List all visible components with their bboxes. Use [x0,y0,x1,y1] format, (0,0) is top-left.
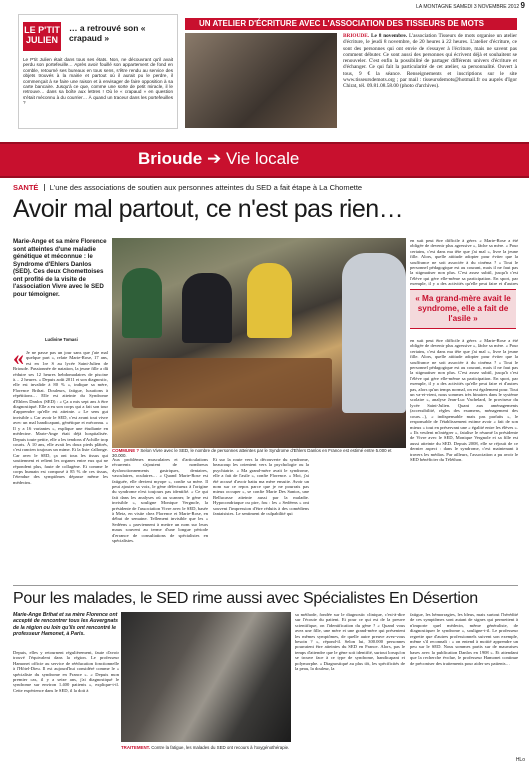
article2-headline: Pour les malades, le SED rime aussi avec Spécialistes En Désertion [13,590,478,607]
page-number: 9 [520,1,525,10]
main-photo-caption: COMMUNE ? Selon Vivre avec le SED, le nombre de personnes atteintes par le Syndrome d'Ehlers Danlos en France est estimé entre 5.000 et 30.000. [112,448,392,459]
issue-date: SAMEDI 3 NOVEMBRE 2012 [453,4,520,10]
publication-info [416,1,525,10]
article2-photo [121,612,291,742]
atelier-brief [185,18,517,90]
article-column-2: Aux problèmes musculaires et d'articulations récurrents s'ajoutent de nombreux dysfonctionnements gastriques, dentaires, vasculaires, oculaires… « Quand Marie-Rose est fatiguée, elle devient myope », confie sa mère. Il peut ajouter sa voix, le gène défectueux à l'origine du syndrome n'est toujours pas identifié. « Ce qui fait dans les analyses où au scanner, le gène est invisible », souligne Monique Vergnole, la présidente de l'association Vivre avec le SED, basée à Metz, en visite chez Florence et Marie-Rose, en début de semaine. Tellement invisible que les « Sedéens » parviennent à mettre un nom sur leurs maux souvent au terme d'une longue période d'errance de consultations de spécialistes en spécialistes. [112,457,208,544]
article-chapeau: Marie-Ange et sa mère Florence sont atteintes d'une maladie génétique et méconnue : le Syndrome d'Ehlers Danlos (SED). Ces deux Chomettoises ont profité de la visite de l'association Vivre avec le SED pour témoigner. [13,238,107,298]
article-column-3: Et sur la route vers la découverte du syndrome, beaucoup les orientent vers la psychologie ou la psychiatrie. « Ma grand-mère avait le syndrome, elle a fait de l'asile », confie Florence. « Moi, j'ai été accusé d'avoir battu ma mère ensuite. Avoir un nom sur ce repos parce que je ne pourrais pas mieux occuper », se confie Marie Des Santos, une Bellucasse atteinte aussi par la maladie. Hypocondriaque ou pire, fou : les « Sedéens » ont souvent l'impression d'être réduits à des comédiens fantaisistes. Le sentiment de culpabilité qui [213,457,309,517]
article2-chapeau: Marie-Ange Brihat et sa mère Florence ont accepté de rencontrer tous les Auvergnats de la région ou loin qu'ils ont rencontré le professeur Hamonet, à Paris. [13,612,119,638]
byline: Ludivine Tomasi [45,337,78,342]
section-title: Brioude ➔ Vie locale [138,149,300,168]
article2-column-2: sa méthode, fondée sur le diagnostic clinique, c'est-à-dire sur l'écoute du patient. Et pour ce qui est de la preuve scientifique, on l'identification du gène ? « Quand vous avez une fille, une mère et une grand-mère qui présentent les mêmes symptômes, de quelle autre preuve avez-vous besoin ? », répond-il. Selon lui, 300.000 personnes pourraient être atteintes du SED en France. Alors, pas le temps d'attendre que le gène soit identifié, surtout lorsqu'on se trouve face à ce type de syndrome, handicapant et polymorphe. « Diagnostiqué au plus tôt, les spécificités de la peau, la douleur, la [295,612,405,672]
atelier-title: UN ATELIER D'ÉCRITURE AVEC L'ASSOCIATION DES TISSEURS DE MOTS [185,18,517,30]
newspaper-name: LA MONTAGNE [416,4,452,10]
pull-quote: « Ma grand-mère avait le syndrome, elle a fait de l'asile » [410,289,516,329]
leptit-tease: … a retrouvé son « crapaud » [69,23,146,43]
article2-caption: TRAITEMENT. Contre la fatigue, les malades du SED ont recours à l'oxygénothérapie. [121,745,290,750]
article-column-4a: en suit peut être difficile à gérer. « Marie-Rose a été obligée de devenir plus agressive », lâche sa mère. « Pour certains, c'est dans ma tête que j'ai mal », livre la jeune fille. Alors, quelle attitude adopter pour éviter que la souffrance ne soit associée à du cinéma ? « Tout le personnel pédagogique est au courant, mais il ne faut pas la stigmatiser non plus. C'est assez subtil, jusqu'à c'est l'élève qui gère elle-même sa participation. En sport, par exemple, il y a des activités qu'elle peut faire et d'autres [410,238,518,286]
article-kicker: SANTÉ L'une des associations de soutien aux personnes atteintes du SED a fait étape à La Chomette [13,183,363,192]
leptit-body: Le P'tit Julien était dans tous ses états. Non, ne découvrant qu'il avait perdu son portefeuille… Après avoir fouillé son appartement de fond en comble, retourné ses bureaux en tous sens, s'être rendu au service des objets trouvés à la mairie et partout où il aurait pu le perdre, il commençait à se faire une raison et à envisager de faire opposition à sa carte bancaire. Jusqu'à ce que, comme une sorte de petit miracle, il le retrouve… dans sa boîte aux lettres ! Où le « crapaud » en question s'était méconnu à du courrier… À quand un traceur dans les portefeuilles ? [23,57,173,106]
article-column-1: « Je ne passe pas un jour sans que j'aie mal quelque part », relate Marie-Rose, 17 ans, est en 1re S au lycée Saint-Julien de Brioude. Passionnée de natation, la jeune fille a dû réduire ses 12 heures hebdomadaires de piscine à… 2 heures. « Depuis août 2011 et son diagnostic, elle est invalide à 80 % », indique sa mère, Florence Brihat. Douleurs, fatigue, luxations à répétitions… Elle est atteinte du Syndrome d'Ehlers Danlos (SED) : « Ça a mis sept ans à être diagnostiqué. Elle a eu son corps qui a fait son tour d'apprendre qu'elle est atteinte. « Le sens gut invisible » Car avoir le SED, c'est avant tout vivre avec un mal handicapant, génétique et méconnu. « Il y a 16 variantes », explique une étudiante en médecine. Marie-Ange était déjà hospitalisée. Depuis toute petite, elle a les tendons d'Achille trop courts. À 10 ans, elle avait les doux pieds plâtrés, c'est rancien toujours un mime. Et la liste s'allonge. Car avec le SED, ça ont tous les tissus qui soutiennent et relient les organes entre eux qui ne répondent plus, faute de collagène. Et comme le corps humain est composé à 85 % de ces tissus, l'étendue des symptômes dépasse même les médecins. [13,345,108,485]
article2-column-3: fatigue, les hémorragies, les bleus, mais surtout l'hérédité de ces symptômes sont autant de signes qui permettent à n'importe quel médecin, même généraliste, de diagnostiquer le syndrome », souligne-t-il. Le professeur regrette que d'autres professionnels suivent son exemple, même s'il reconnaît : « on entend à moitié apprendre un peu sur le SED. Nous sommes partis sur de mauvaises bases avec la publication Danlos en 1908 ». Et attendant que la recherche évolue, le professeur Hamonet continue de préconiser des traitements pour aider ses patients… [410,612,518,666]
divider [13,585,518,586]
main-photo [112,238,406,448]
section-band [0,142,529,178]
article-column-4b: en suit peut être difficile à gérer. « Marie-Rose a été obligée de devenir plus agressive », lâche sa mère. « Pour certains, c'est dans ma tête que j'ai mal », livre la jeune fille. Alors, quelle attitude adopter pour éviter que la souffrance ne soit associée à du cinéma ? « Tout le personnel pédagogique est au courant, mais il ne faut pas la stigmatiser non plus. C'est assez subtil, jusqu'à c'est l'élève qui gère elle-même sa participation. En sport, par exemple, il y a des activités qu'elle peut faire et d'autres pas, alors qu'un temps normal, on est également pour. Tout un va-et-vient, nous sommes très binaires dans le système scolaire », analyse Jean-Luc Vachelard, le proviseur du lycée Saint-Julien. Quant aux aménagements (accessibilité, règles des examens, ménagement des cours…), « indispensable mais pas parfaits », le responsable de l'établissement estime avoir « fait de son mieux » tout en préservant une « égalité entre les élèves ». « Ils veulent m'intégrer », fatalise le résumé la présidente de Vivre avec le SED, Monique Vergnole et sa fille est aussi atteinte du SED. Depuis 2008, elle se réjouit de ce dernier aspect : dans le syndrome, c'est maintenant à travers les médias. Par ailleurs, l'association a pu avoir le SED bénéficier du Téléthon. [410,338,518,462]
leptit-julien-logo: LE P'TIT JULIEN [23,22,61,51]
atelier-text: BRIOUDE. Le 8 novembre. L'association Tisseurs de mots organise un atelier d'écriture, le jeudi 8 novembre, de 20 heures à 22 heures. L'atelier d'écriture, ce sont des personnes qui ont envie de s'essayer à l'écriture, mais ne savent pas comment débuter. Ce sont aussi des personnes qui écrivent déjà et souhaitent se renouveler. C'est enfin la possibilité de partager différents univers d'écriture et d'échanger. Ce qui fait la particularité de cet atelier, sa personnalité. Ouvert à tous, 9 € la séance. Renseignements et inscriptions sur le site www.tisseursdemots.org ; par mail : tisseursdemots@hotmail.fr ou auprès d'Igor Chirat, tél. 09.81.08.58.00 (photo d'archives). [343,33,517,90]
article2-column-1: Depuis, elles y retournent régulièrement, faute d'avoir trouvé l'équivalent dans la région. Le professeur Hamonet officie au service de rééducation fonctionnelle à l'Hôtel-Dieu. Il est aujourd'hui considéré comme le « spécialiste du syndrome en France ». « Depuis mon premier cas, il y a seize ans, j'ai diagnostiqué le syndrome sur environ 1.400 patients », explique-t-il. Cette expérience dans le SED, il la doit à [13,650,119,693]
arrow-icon: ➔ [206,149,222,168]
footer-tag: HLo [515,757,525,763]
article-headline: Avoir mal partout, ce n'est pas rien… [13,195,404,223]
atelier-photo [185,33,337,128]
leptit-julien-box [18,14,178,129]
